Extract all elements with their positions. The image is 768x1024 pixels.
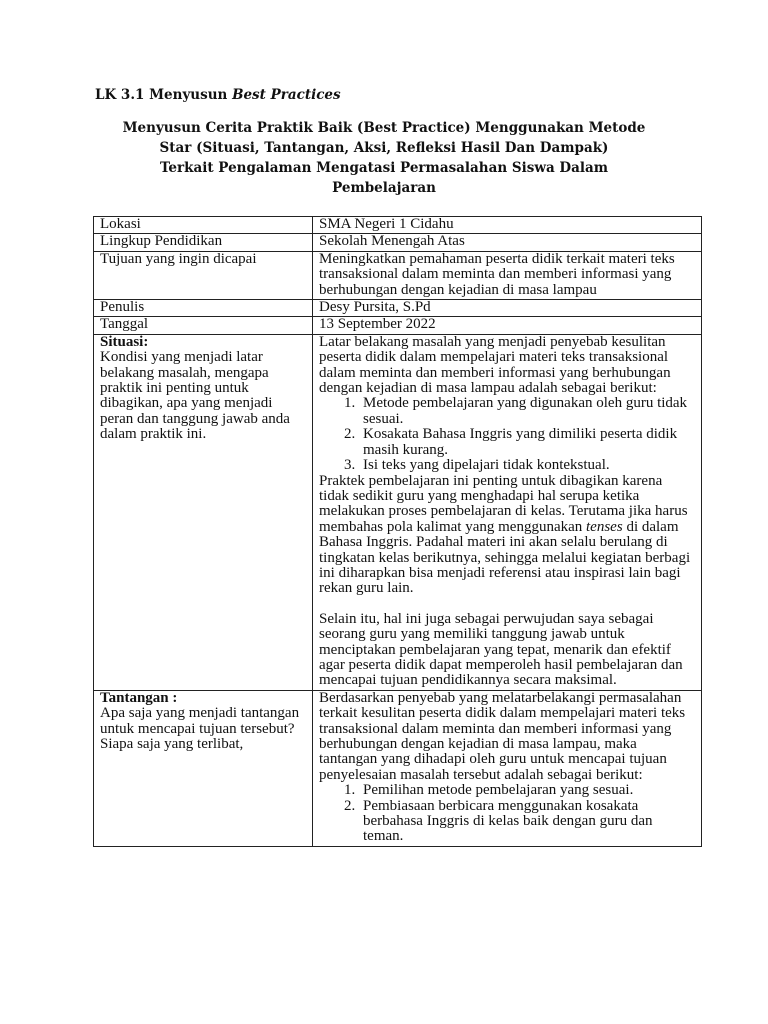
table-row [94,217,702,234]
table-row [94,317,702,334]
list-item: 1. Pemilihan metode pembelajaran yang sesuai. [359,783,695,798]
label-tanggal: Tanggal [94,317,313,334]
title-line-3: Terkait Pengalaman Mengatasi Permasalahan Siswa Dalam [159,160,609,176]
worksheet-heading [95,87,341,103]
list-item: 1. Metode pembelajaran yang digunakan oleh guru tidak sesuai. [359,396,695,427]
table-row [94,234,702,251]
list-item: 2. Pembiasaan berbicara menggunakan kosakata berbahasa Inggris di kelas baik dengan guru dan teman. [359,799,695,845]
tantangan-label: Tantangan : [100,689,178,706]
heading-emphasis: Best Practices [232,87,341,103]
label-tujuan: Tujuan yang ingin dicapai [94,251,313,299]
value-lokasi: SMA Negeri 1 Cidahu [313,217,702,234]
label-lokasi: Lokasi [94,217,313,234]
heading-prefix: LK 3.1 Menyusun [95,87,233,103]
list-item: 3. Isi teks yang dipelajari tidak kontekstual. [359,458,695,473]
situasi-paragraph-2: Selain itu, hal ini juga sebagai perwujudan saya sebagai seorang guru yang memiliki tanggung jawab untuk menciptakan pembelajaran yang tepat, menarik dan efektif agar peserta didik dapat memperoleh hasil pembelajaran dan mencapai tujuan pendidikannya secara maksimal. [319,610,683,689]
table-row [94,300,702,317]
title-line-1: Menyusun Cerita Praktik Baik (Best Practice) Menggunakan Metode [122,120,646,136]
tantangan-label-cell [94,690,313,846]
label-lingkup: Lingkup Pendidikan [94,234,313,251]
tantangan-description: Apa saja yang menjadi tantangan untuk mencapai tujuan tersebut? Siapa saja yang terlibat, [100,705,300,752]
title-line-4: Pembelajaran [332,180,436,196]
label-penulis: Penulis [94,300,313,317]
tantangan-content-cell [313,690,702,846]
situasi-paragraph-1 [319,474,695,597]
table-row [94,251,702,299]
list-item: 2. Kosakata Bahasa Inggris yang dimiliki peserta didik masih kurang. [359,427,695,458]
table-row-situasi [94,334,702,690]
value-tujuan: Meningkatkan pemahaman peserta didik terkait materi teks transaksional dalam meminta dan memberi informasi yang berhubungan dengan kejadian di masa lampau [313,251,702,299]
table-row-tantangan [94,690,702,846]
situasi-label-cell [94,334,313,690]
situasi-intro: Latar belakang masalah yang menjadi penyebab kesulitan peserta didik dalam mempelajari materi teks transaksional dalam meminta dan memberi informasi yang berhubungan dengan kejadian di masa lampau adalah sebagai berikut: [319,333,671,397]
document-title [60,118,708,198]
best-practice-table [93,216,702,847]
situasi-label: Situasi: [100,333,149,350]
value-penulis: Desy Pursita, S.Pd [313,300,702,317]
value-lingkup: Sekolah Menengah Atas [313,234,702,251]
para1-after: di dalam Bahasa Inggris. Padahal materi ini akan selalu berulang di tingkatan kelas berikutnya, sehingga melalui kegiatan berbagi ini diharapkan bisa menjadi referensi atau inspirasi lain bagi rekan guru lain. [319,518,691,597]
title-line-2: Star (Situasi, Tantangan, Aksi, Refleksi Hasil Dan Dampak) [159,140,609,156]
para1-before: Praktek pembelajaran ini penting untuk dibagikan karena tidak sedikit guru yang menghadapi hal serupa ketika melakukan proses pembelajaran di kelas. Terutama jika harus membahas pola kalimat yang menggunakan [319,472,688,535]
situasi-content-cell [313,334,702,690]
situasi-description: Kondisi yang menjadi latar belakang masalah, mengapa praktik ini penting untuk dibagikan, apa yang menjadi peran dan tanggung jawab anda dalam praktik ini. [100,349,290,443]
tantangan-list [319,783,695,845]
situasi-list [319,396,695,473]
tantangan-intro: Berdasarkan penyebab yang melatarbelakangi permasalahan terkait kesulitan peserta didik dalam mempelajari materi teks transaksional dalam meminta dan memberi informasi yang berhubungan dengan kejadian di masa lampau, maka tantangan yang dihadapi oleh guru untuk mencapai tujuan penyelesaian masalah tersebut adalah sebagai berikut: [319,689,686,783]
value-tanggal: 13 September 2022 [313,317,702,334]
para1-emphasis: tenses [586,518,623,535]
